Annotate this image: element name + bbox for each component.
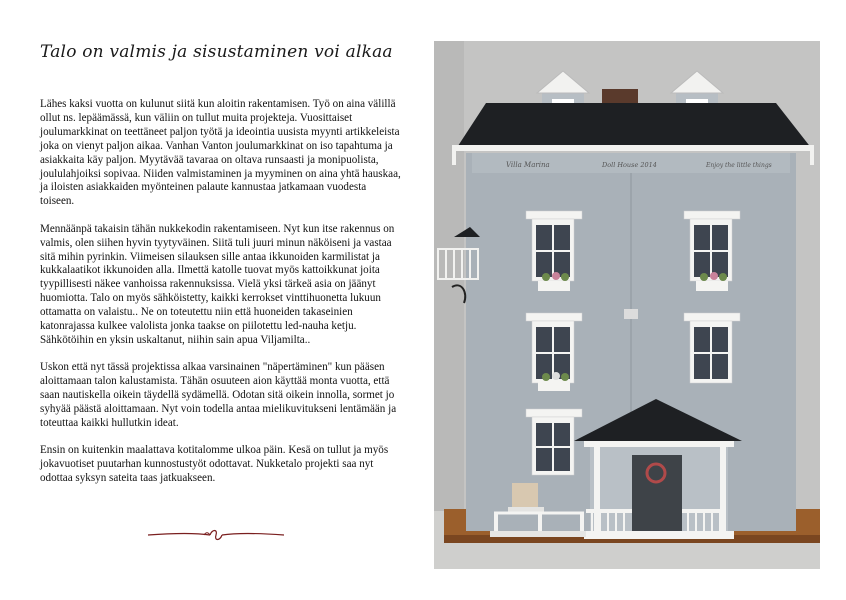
flower-box	[696, 272, 728, 291]
ornamental-divider	[146, 526, 286, 544]
dollhouse-photo	[434, 41, 820, 569]
paragraph: Lähes kaksi vuotta on kulunut siitä kun aloitin rakentamisen. Työ on aina välillä ollut ns. lepäämässä, kun väliin on tullut muita projekteja. Vuosittaiset joulumarkkinat on teettäneet paljon työtä ja ideointia uusista myynti artikkeleista joka on vienyt paljon aikaa. Vanhan Vanton joulumarkkinat on iso tapahtuma ja asiakkaita käy paljon. Myytävää tavaraa on oltava runsaasti ja monipuolista, joululahjoiksi sopivaa. Niiden valmistaminen ja myyminen on aina yhtä hauskaa, ja iloisten asiakkaiden myönteinen palaute kannustaa jatkamaan vuodesta toiseen.	[40, 98, 401, 208]
article-body	[40, 98, 402, 500]
flower-box	[538, 372, 570, 391]
door-latch	[624, 309, 638, 319]
paragraph: Mennäänpä takaisin tähän nukkekodin rakentamiseen. Nyt kun itse rakennus on valmis, olen siihen hyvin tyytyväinen. Siitä tuli juuri minun näköiseni ja vastaa sitä mihin pyrinkin. Viimeisen silauksen sille antaa ikkunoiden karmilistat ja kukkalaatikot ikkunoiden alla. Ilmettä katolle tuovat myös kattoikkunat joita tyypillisesti näkee vanhoissa rakennuksissa. Vielä yksi tärkeä asia on jäänyt huomiotta. Talo on myös sähköistetty, kaikki kerrokset vinttihuonetta lukuun ottamatta on valaistu.. Ne on toteutettu niin että huoneiden takaseinien katonrajassa kulkee valolista jonka taakse on piilotettu led-nauha ketju. Sähkötöihin en yksin uskaltanut, niihin sain apua Viljamilta..	[40, 222, 395, 346]
flower-box	[538, 272, 570, 291]
fascia-text: Enjoy the little things	[706, 162, 772, 169]
paragraph: Uskon että nyt tässä projektissa alkaa varsinainen "näpertäminen" kun pääsen aloittamaan talon kalustamista. Tähän osuuteen aion käyttää monta vuotta, että saan nautiskella oikein täydellä sydämellä. Odotan sitä oikein innolla, sormet jo syhyää päästä aloittamaan. Nyt voin todella antaa mielikuvitukseni lentämään ja toteuttaa kaikki hullutkin ideat.	[40, 361, 397, 430]
page-title: Talo on valmis ja sisustaminen voi alkaa	[40, 42, 393, 62]
roof	[456, 103, 812, 149]
front-door	[632, 455, 682, 533]
fascia-text: Villa Marina	[506, 161, 550, 169]
fascia-text: Doll House 2014	[602, 161, 657, 169]
paragraph: Ensin on kuitenkin maalattava kotitalomme ulkoa päin. Kesä on tullut ja myös jokavuotiset puutarhan kunnostustyöt odottavat. Nukketalo projekti saa nyt odottaa syksyn sateita taas jatkuakseen.	[40, 444, 389, 485]
